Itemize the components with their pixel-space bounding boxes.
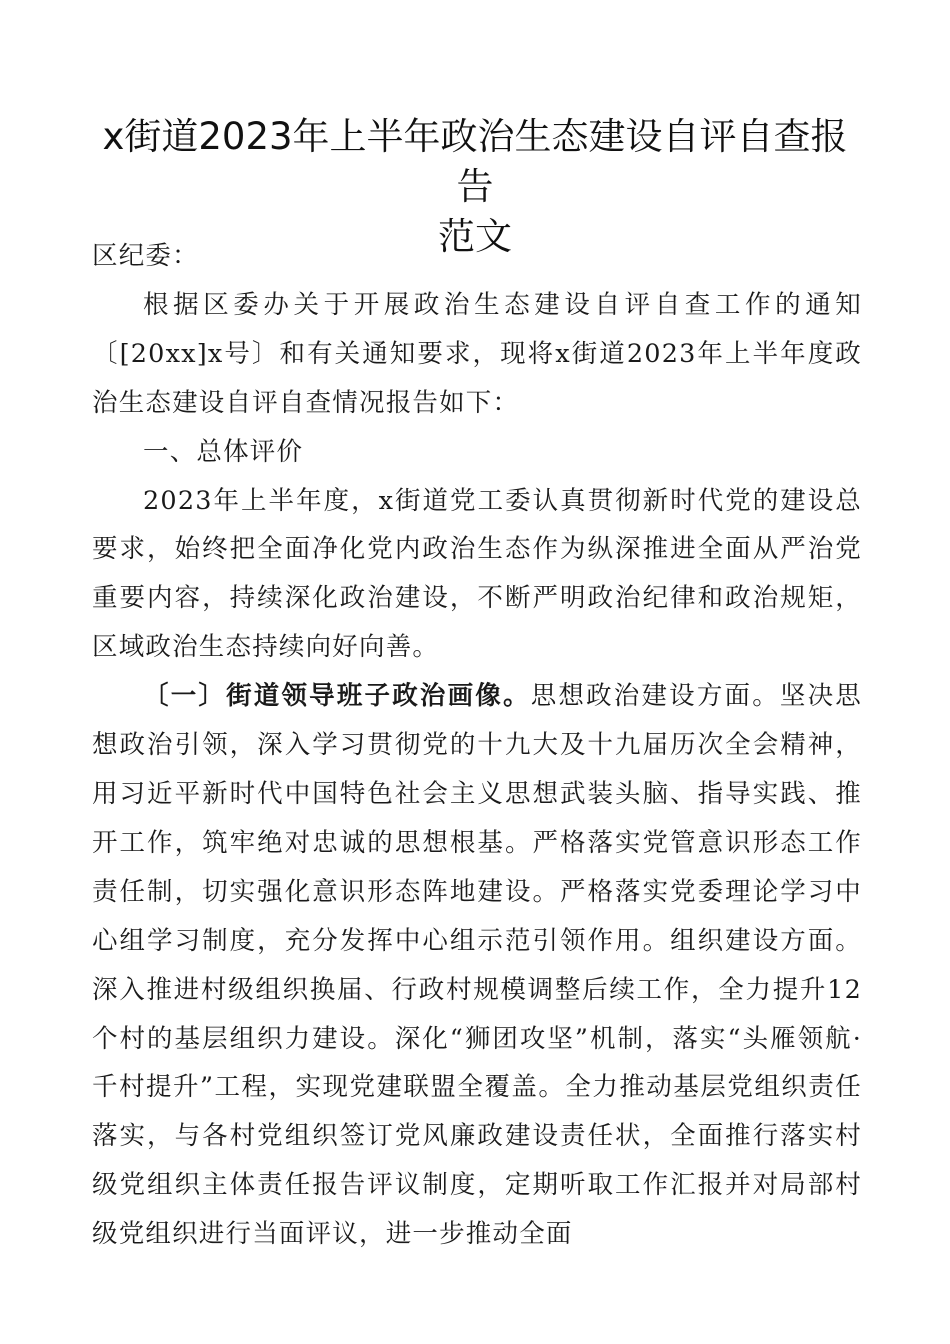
salutation: 区纪委：	[92, 241, 199, 271]
subsection-heading-leadership-profile: 〔一〕街道领导班子政治画像。	[143, 681, 531, 712]
title-line-1: x街道2023年上半年政治生态建设自评自查报告	[102, 115, 848, 208]
document-body	[92, 232, 862, 1259]
leadership-profile-paragraph	[92, 672, 862, 1259]
leadership-profile-text: 思想政治建设方面。坚决思想政治引领，深入学习贯彻党的十九大及十九届历次全会精神，用习近平新时代中国特色社会主义思想武装头脑、指导实践、推开工作，筑牢绝对忠诚的思想根基。严格落实党管意识形态工作责任制，切实强化意识形态阵地建设。严格落实党委理论学习中心组学习制度，充分发挥中心组示范引领作用。组织建设方面。深入推进村级组织换届、行政村规模调整后续工作，全力提升12个村的基层组织力建设。深化“狮团攻坚”机制，落实“头雁领航·千村提升”工程，实现党建联盟全覆盖。全力推动基层党组织责任落实，与各村党组织签订党风廉政建设责任状，全面推行落实村级党组织主体责任报告评议制度，定期听取工作汇报并对局部村级党组织进行当面评议，进一步推动全面	[92, 681, 862, 1250]
section-heading-overall-evaluation: 一、总体评价	[143, 436, 304, 467]
overall-evaluation-paragraph: 2023年上半年度，x街道党工委认真贯彻新时代党的建设总要求，始终把全面净化党内政治生态作为纵深推进全面从严治党重要内容，持续深化政治建设，不断严明政治纪律和政治规矩，区域政治生态持续向好向善。	[92, 485, 862, 663]
title-line-2: 范文	[438, 215, 512, 258]
intro-paragraph: 根据区委办关于开展政治生态建设自评自查工作的通知〔[20xx]x号〕和有关通知要求，现将x街道2023年上半年度政治生态建设自评自查情况报告如下：	[92, 289, 862, 418]
